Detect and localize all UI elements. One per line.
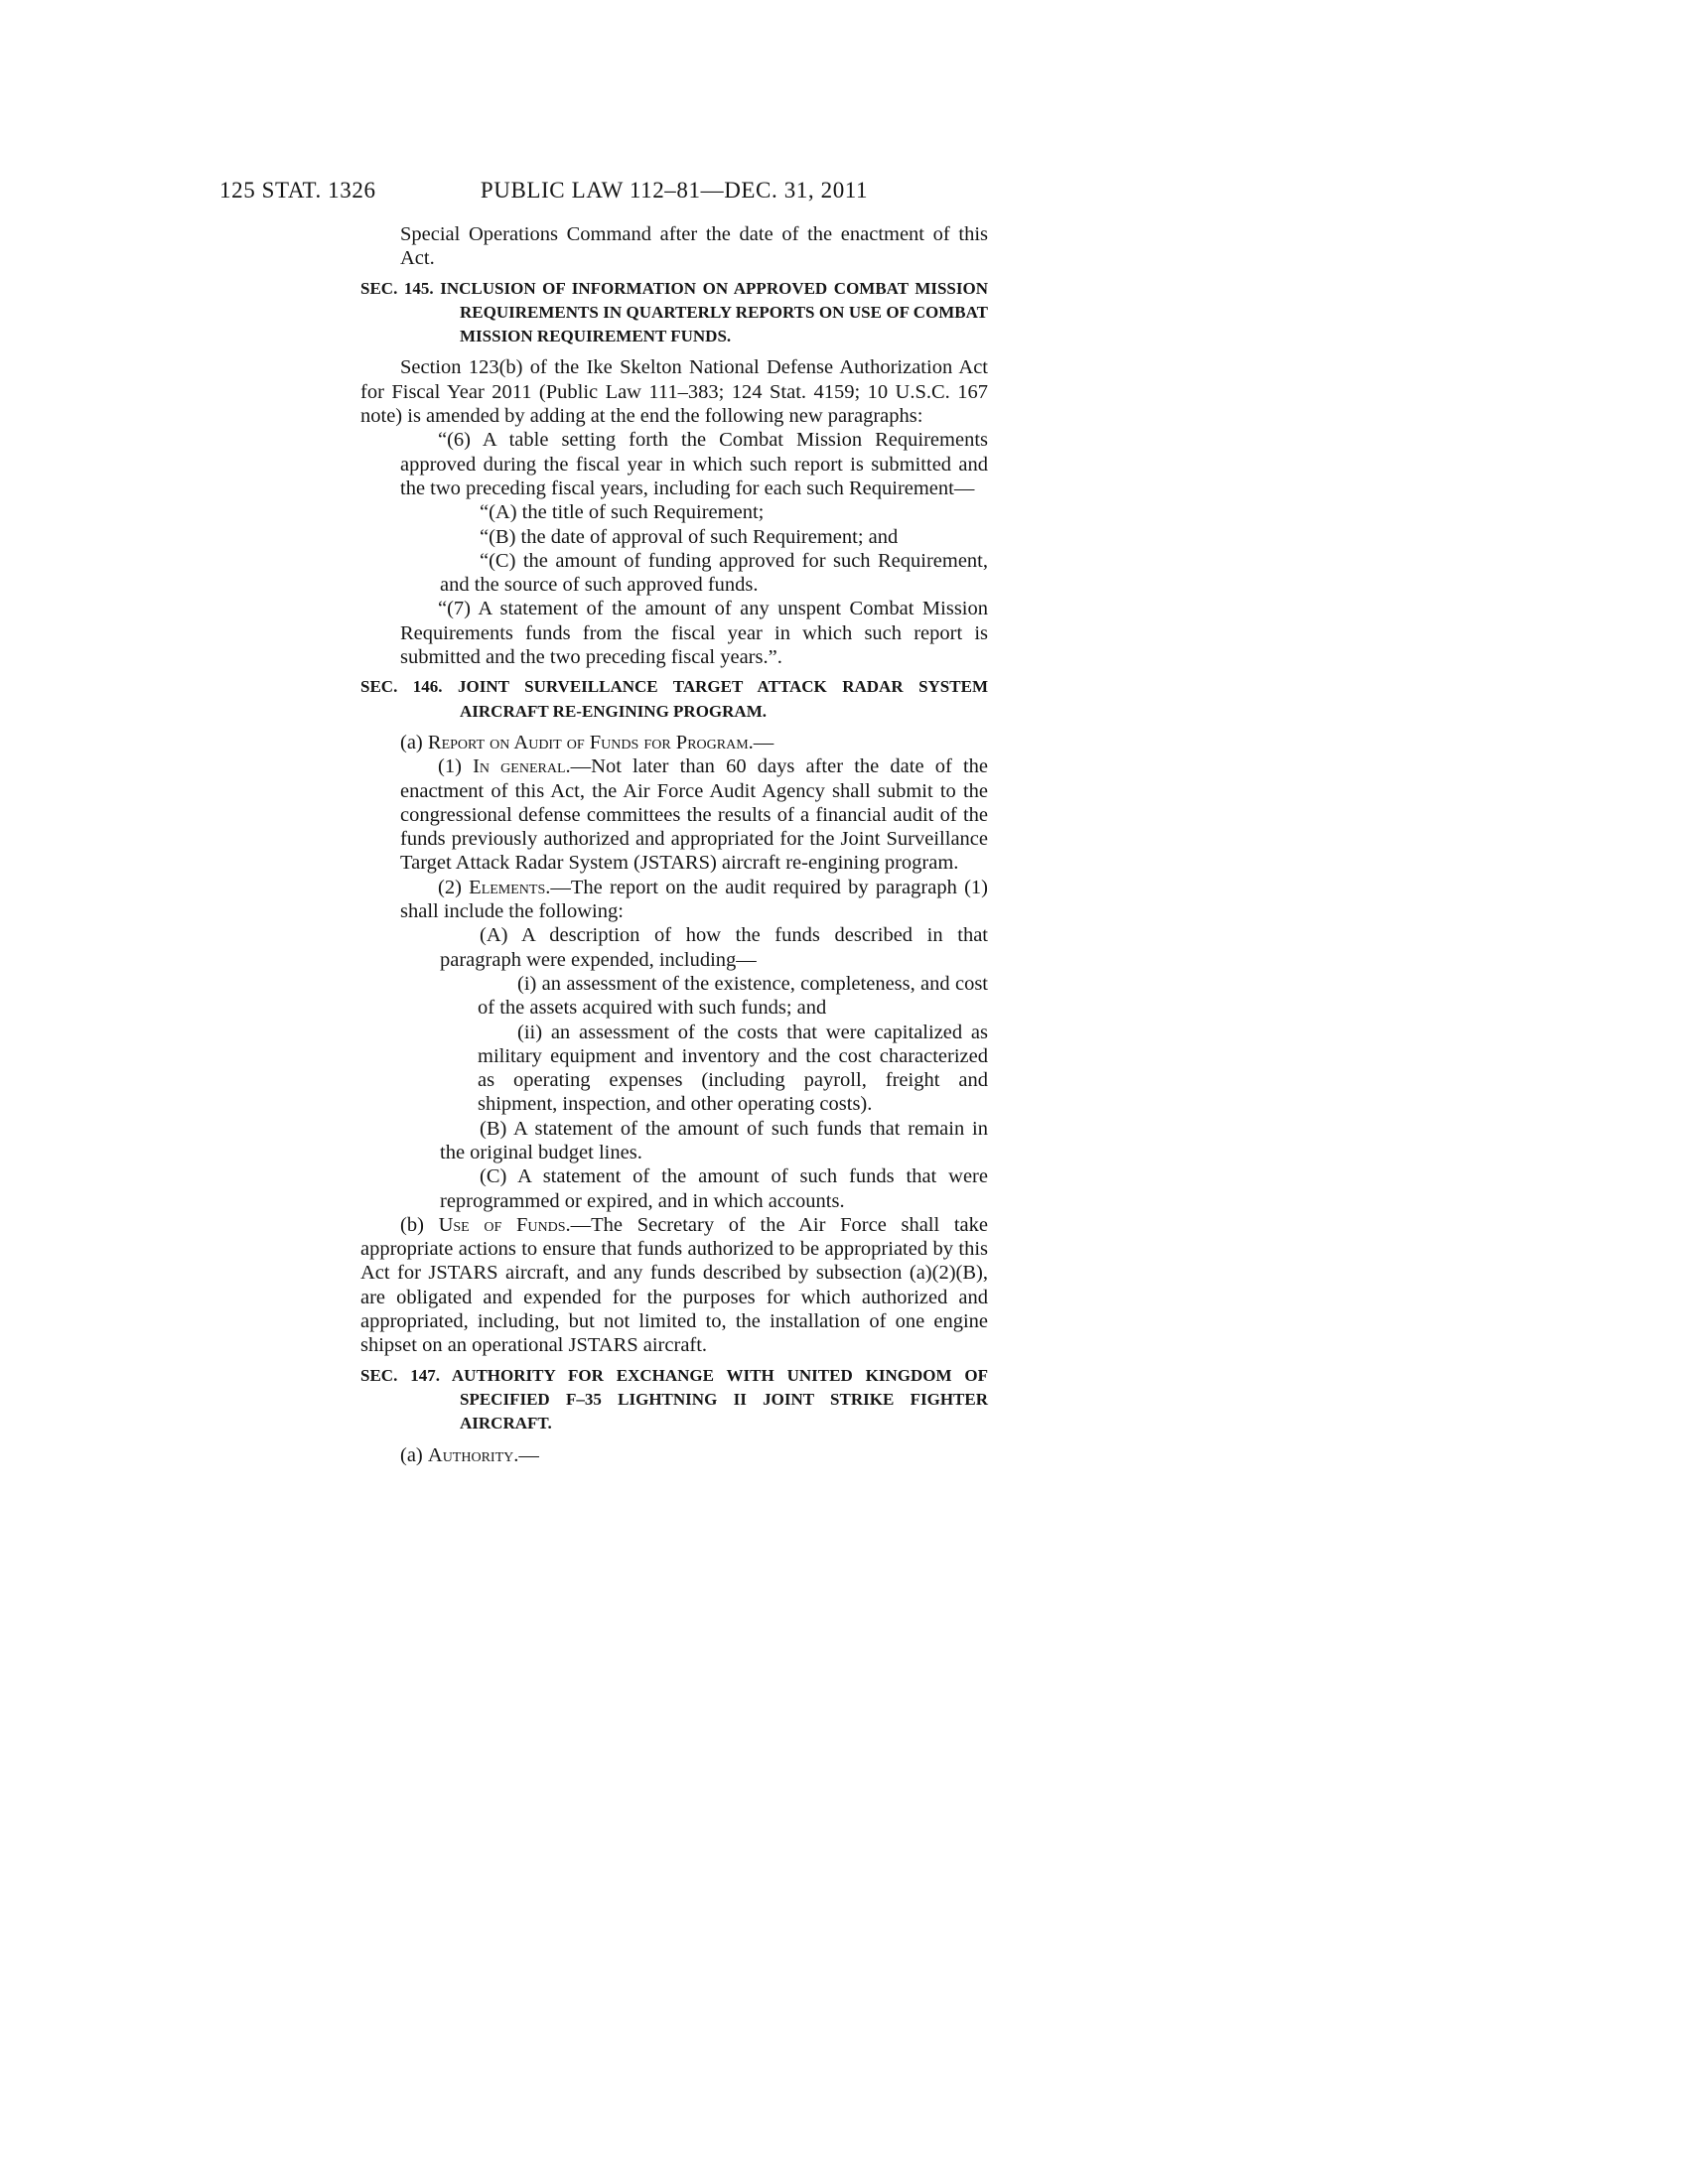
- text-run: (a): [400, 1443, 428, 1466]
- text-run: (1): [438, 755, 474, 778]
- quoted-subparagraph-c: [360, 549, 988, 598]
- text-run: .—: [513, 1443, 539, 1466]
- quoted-subparagraph-a: [360, 500, 988, 524]
- text-run: “(A) the title of such Requirement;: [480, 501, 765, 524]
- text-run: .—: [748, 731, 774, 753]
- sec-146-a-2-elements: [360, 876, 988, 924]
- sec-146-heading: [360, 675, 988, 724]
- sec-146-subsection-b: [360, 1213, 988, 1358]
- text-run: (2): [438, 876, 470, 898]
- text-run: (A) A description of how the funds described in that paragraph were expended, including—: [440, 924, 988, 971]
- sec-145-intro: [360, 355, 988, 428]
- text-run: (B) A statement of the amount of such funds that remain in the original budget lines.: [440, 1117, 988, 1163]
- text-run: SEC. 145. INCLUSION OF INFORMATION ON APPROVED COMBAT MISSION REQUIREMENTS IN QUARTERLY REPORTS ON USE OF COMBAT MISSION REQUIREMENT FUNDS.: [360, 278, 988, 346]
- text-run: Special Operations Command after the date of the enactment of this Act.: [400, 223, 988, 270]
- text-run: (C) A statement of the amount of such funds that were reprogrammed or expired, and in which accounts.: [440, 1165, 988, 1212]
- document-body: [360, 222, 988, 1467]
- sec-146-a-1-in-general: [360, 754, 988, 875]
- small-caps-run: Elements: [469, 876, 546, 898]
- small-caps-run: In general: [473, 755, 566, 778]
- continuation-paragraph: [360, 222, 988, 271]
- law-title-header: PUBLIC LAW 112–81—DEC. 31, 2011: [480, 178, 869, 203]
- sec-146-a-2-subparagraph-a: [360, 923, 988, 972]
- text-run: (ii) an assessment of the costs that were capitalized as military equipment and inventory and the cost characterized as operating expenses (including payroll, freight and shipment, inspection, and other operating costs).: [478, 1021, 988, 1116]
- sec-145-heading: [360, 277, 988, 349]
- quoted-subparagraph-b: [360, 525, 988, 549]
- sec-146-a-2-subparagraph-c: [360, 1164, 988, 1213]
- text-run: “(B) the date of approval of such Requirement; and: [480, 525, 899, 548]
- text-run: .—The Secretary of the Air Force shall take appropriate actions to ensure that funds authorized to be appropriated by this Act for JSTARS aircraft, and any funds described by subsection (a)(2)(B), are obligated and expended for the purposes for which authorized and appropriated, including, but not limited to, the installation of one engine shipset on an operational JSTARS aircraft.: [360, 1213, 989, 1357]
- text-run: (i) an assessment of the existence, completeness, and cost of the assets acquired with such funds; and: [478, 972, 988, 1020]
- text-run: SEC. 146. JOINT SURVEILLANCE TARGET ATTACK RADAR SYSTEM AIRCRAFT RE-ENGINING PROGRAM.: [360, 677, 988, 721]
- sec-146-a-2-subparagraph-b: [360, 1117, 988, 1165]
- text-run: “(C) the amount of funding approved for such Requirement, and the source of such approved funds.: [440, 549, 988, 597]
- sec-147-subsection-a: [360, 1443, 988, 1467]
- sec-147-heading: [360, 1364, 988, 1436]
- small-caps-run: Use of Funds: [438, 1213, 566, 1236]
- stat-page-number: 125 STAT. 1326: [219, 178, 376, 203]
- small-caps-run: Report on Audit of Funds for Program: [427, 731, 749, 753]
- small-caps-run: Authority: [427, 1443, 514, 1466]
- quoted-paragraph-6: [360, 428, 988, 500]
- text-run: (a): [400, 731, 428, 753]
- text-run: “(6) A table setting forth the Combat Mission Requirements approved during the fiscal year in which such report is submitted and the two preceding fiscal years, including for each such Requirement—: [400, 429, 988, 499]
- text-run: “(7) A statement of the amount of any unspent Combat Mission Requirements funds from the fiscal year in which such report is submitted and the two preceding fiscal years.”.: [400, 598, 988, 669]
- quoted-paragraph-7: [360, 597, 988, 669]
- text-run: Section 123(b) of the Ike Skelton National Defense Authorization Act for Fiscal Year 2011 (Public Law 111–383; 124 Stat. 4159; 10 U.S.C. 167 note) is amended by adding at the end the following new paragraphs:: [360, 356, 988, 428]
- text-run: .—The report on the audit required by paragraph (1) shall include the following:: [400, 876, 988, 923]
- text-run: (b): [400, 1213, 439, 1236]
- text-run: .—Not later than 60 days after the date of the enactment of this Act, the Air Force Audit Agency shall submit to the congressional defense committees the results of a financial audit of the funds previously authorized and appropriated for the Joint Surveillance Target Attack Radar System (JSTARS) aircraft re-engining program.: [400, 755, 989, 875]
- sec-146-subsection-a: [360, 731, 988, 754]
- text-run: SEC. 147. AUTHORITY FOR EXCHANGE WITH UNITED KINGDOM OF SPECIFIED F–35 LIGHTNING II JOINT STRIKE FIGHTER AIRCRAFT.: [360, 1365, 988, 1433]
- sec-146-a-2-clause-i: [360, 972, 988, 1021]
- sec-146-a-2-clause-ii: [360, 1021, 988, 1117]
